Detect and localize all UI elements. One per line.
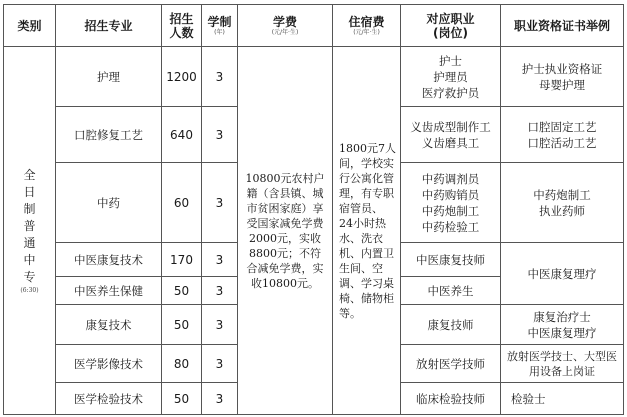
enrollment-table <box>3 4 624 415</box>
years-cell: 3 <box>202 383 238 415</box>
cert-cell: 放射医学技士、大型医用设备上岗证 <box>501 345 624 383</box>
header-row <box>4 5 624 47</box>
major-cell: 康复技术 <box>56 305 162 345</box>
header-dorm: 住宿费 (元/年·生) <box>333 5 401 47</box>
dorm-cell: 1800元7人间，学校实行公寓化管理，有专职宿管员、24小时热水、洗衣机、内置卫生间、空调、学习桌椅、储物柜等。 <box>333 47 401 415</box>
years-cell: 3 <box>202 163 238 243</box>
major-cell: 中药 <box>56 163 162 243</box>
quota-cell: 640 <box>162 107 202 163</box>
quota-cell: 170 <box>162 243 202 277</box>
years-cell: 3 <box>202 47 238 107</box>
header-tuition: 学费 (元/年·生) <box>238 5 333 47</box>
job-cell: 康复技师 <box>401 305 501 345</box>
job-cell: 临床检验技师 <box>401 383 501 415</box>
tuition-cell: 10800元农村户籍（含县镇、城市贫困家庭）享受国家减免学费2000元，实收8800元；不符合减免学费，实收10800元。 <box>238 47 333 415</box>
job-cell: 护士 护理员 医疗救护员 <box>401 47 501 107</box>
cert-cell: 护士执业资格证 母婴护理 <box>501 47 624 107</box>
job-cell: 放射医学技师 <box>401 345 501 383</box>
years-cell: 3 <box>202 305 238 345</box>
table-row <box>4 47 624 107</box>
cert-cell: 口腔固定工艺 口腔活动工艺 <box>501 107 624 163</box>
cert-cell: 中医康复理疗 <box>501 243 624 305</box>
quota-cell: 50 <box>162 277 202 305</box>
header-job: 对应职业 (岗位) <box>401 5 501 47</box>
years-cell: 3 <box>202 345 238 383</box>
job-cell: 中医养生 <box>401 277 501 305</box>
header-cert: 职业资格证书举例 <box>501 5 624 47</box>
header-category: 类别 <box>4 5 56 47</box>
years-cell: 3 <box>202 277 238 305</box>
years-cell: 3 <box>202 107 238 163</box>
cert-cell: 检验士 <box>501 383 624 415</box>
major-cell: 医学影像技术 <box>56 345 162 383</box>
quota-cell: 50 <box>162 305 202 345</box>
category-cell: 全 日 制 普 通 中 专 (6:30) <box>4 47 56 415</box>
quota-cell: 1200 <box>162 47 202 107</box>
quota-cell: 60 <box>162 163 202 243</box>
quota-cell: 50 <box>162 383 202 415</box>
major-cell: 护理 <box>56 47 162 107</box>
job-cell: 义齿成型制作工 义齿磨具工 <box>401 107 501 163</box>
header-major: 招生专业 <box>56 5 162 47</box>
major-cell: 中医养生保健 <box>56 277 162 305</box>
cert-cell: 中药炮制工 执业药师 <box>501 163 624 243</box>
major-cell: 中医康复技术 <box>56 243 162 277</box>
header-duration: 学制 (年) <box>202 5 238 47</box>
header-quota: 招生 人数 <box>162 5 202 47</box>
job-cell: 中药调剂员 中药购销员 中药炮制工 中药检验工 <box>401 163 501 243</box>
major-cell: 口腔修复工艺 <box>56 107 162 163</box>
quota-cell: 80 <box>162 345 202 383</box>
major-cell: 医学检验技术 <box>56 383 162 415</box>
job-cell: 中医康复技师 <box>401 243 501 277</box>
years-cell: 3 <box>202 243 238 277</box>
cert-cell: 康复治疗士 中医康复理疗 <box>501 305 624 345</box>
